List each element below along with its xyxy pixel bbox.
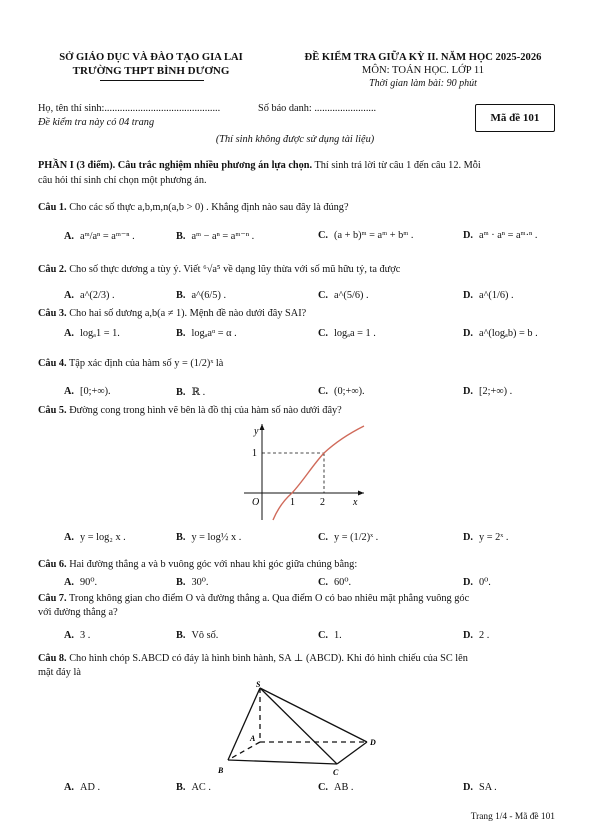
q5-option-c: C. y = (1/2)ˣ .: [318, 532, 379, 543]
q8-option-d: D. SA .: [463, 782, 497, 793]
edge-AB: [228, 742, 260, 760]
edge-SB: [228, 688, 260, 760]
y-label: y: [254, 426, 259, 437]
exam-time: Thời gian làm bài: 90 phút: [369, 78, 477, 89]
q2-option-d: D. a^(1/6) .: [463, 290, 514, 301]
part1-intro-text: Thí sinh trả lời từ câu 1 đến câu 12. Mỗi: [312, 160, 481, 171]
exam-title: ĐỀ KIỂM TRA GIỮA KỲ II. NĂM HỌC 2025-2026: [304, 52, 542, 63]
q7-option-b: B. Vô số.: [176, 630, 219, 641]
part1-intro: [38, 160, 481, 171]
x-tick-1: 1: [290, 497, 295, 508]
question-6-number: Câu 6.: [38, 559, 67, 570]
question-2: [38, 264, 400, 275]
origin-label: O: [252, 497, 260, 508]
question-7-stem: Trong không gian cho điểm O và đường thẳng a. Qua điểm O có bao nhiêu mặt phẳng vuông góc: [69, 593, 470, 604]
question-7: [38, 593, 469, 604]
question-7-number: Câu 7.: [38, 593, 67, 604]
part1-title: PHẦN I (3 điểm). Câu trắc nghiệm nhiều phương án lựa chọn.: [38, 160, 313, 171]
question-4: [38, 358, 223, 369]
q7-option-c: C. 1.: [318, 630, 342, 641]
part1-intro-line2: câu hỏi thí sinh chỉ chọn một phương án.: [38, 175, 207, 186]
vertex-D-label: D: [370, 738, 376, 747]
department-name: SỞ GIÁO DỤC VÀ ĐÀO TẠO GIA LAI: [59, 52, 243, 63]
vertex-S-label: S: [256, 680, 261, 689]
question-4-stem: Tập xác định của hàm số y = (1/2)ˣ là: [69, 358, 224, 369]
log-curve: [273, 426, 364, 520]
vertex-A-label: A: [250, 734, 256, 743]
question-7-stem-line2: với đường thẳng a?: [38, 607, 118, 618]
question-2-stem: Cho số thực dương a tùy ý. Viết ⁶√a⁵ về dạng lũy thừa với số mũ hữu tỷ, ta được: [69, 264, 401, 275]
x-axis-arrow: [358, 491, 364, 496]
question-5-stem: Đường cong trong hình vẽ bên là đồ thị của hàm số nào dưới đây?: [69, 405, 342, 416]
question-3: [38, 308, 306, 319]
q3-option-d: D. a^(logₐb) = b .: [463, 328, 538, 339]
question-3-stem: Cho hai số dương a,b(a ≠ 1). Mệnh đề nào dưới đây SAI?: [69, 308, 307, 319]
edge-BC: [228, 760, 337, 764]
q5-option-b: B. y = log½ x .: [176, 532, 242, 543]
x-tick-2: 2: [320, 497, 325, 508]
q4-option-d: D. [2;+∞) .: [463, 386, 513, 397]
question-8: [38, 652, 468, 664]
question-3-number: Câu 3.: [38, 308, 67, 319]
q1-option-d: D. aᵐ · aⁿ = aᵐ·ⁿ .: [463, 230, 538, 241]
q2-option-c: C. a^(5/6) .: [318, 290, 369, 301]
edge-SC: [260, 688, 337, 764]
edge-CD: [337, 742, 367, 764]
pages-note: Đề kiểm tra này có 04 trang: [38, 117, 155, 128]
q7-option-d: D. 2 .: [463, 630, 490, 641]
q6-option-c: C. 60⁰.: [318, 577, 352, 588]
q6-option-d: D. 0⁰.: [463, 577, 491, 588]
q8-option-c: C. AB .: [318, 782, 354, 793]
q1-option-a: A. aᵐ/aⁿ = aᵐ⁻ⁿ .: [64, 231, 135, 242]
q3-option-c: C. logₐa = 1 .: [318, 328, 376, 339]
q4-option-a: A. [0;+∞).: [64, 386, 111, 397]
q3-option-b: B. logₐaᵅ = α .: [176, 328, 237, 339]
question-8-stem-line2: mặt đáy là: [38, 667, 81, 678]
question-5-number: Câu 5.: [38, 405, 67, 416]
q7-option-a: A. 3 .: [64, 630, 91, 641]
q1-option-c: C. (a + b)ᵐ = aᵐ + bᵐ .: [318, 230, 414, 241]
q6-option-b: B. 30⁰.: [176, 577, 209, 588]
pyramid-figure: [212, 680, 382, 780]
x-label: x: [353, 497, 358, 508]
q2-option-b: B. a^(6/5) .: [176, 290, 227, 301]
question-6-stem: Hai đường thẳng a và b vuông góc với nhau khi góc giữa chúng bằng:: [69, 559, 358, 570]
question-4-number: Câu 4.: [38, 358, 67, 369]
question-5: [38, 405, 342, 416]
q5-option-d: D. y = 2ˣ .: [463, 532, 509, 543]
question-2-number: Câu 2.: [38, 264, 67, 275]
no-documents-note: (Thí sinh không được sử dụng tài liệu): [215, 134, 375, 145]
student-name-field: Họ, tên thí sinh:.............................................: [38, 103, 221, 114]
exam-code-box: Mã đề 101: [475, 104, 555, 132]
question-8-stem: Cho hình chóp S.ABCD có đáy là hình bình hành, SA ⊥ (ABCD). Khi đó hình chiếu của SC lên: [69, 653, 468, 664]
q4-option-c: C. (0;+∞).: [318, 386, 365, 397]
q8-option-b: B. AC .: [176, 782, 211, 793]
q1-option-b: B. aᵐ − aⁿ = aᵐ⁻ⁿ .: [176, 231, 255, 242]
edge-SD: [260, 688, 367, 742]
page-footer: Trang 1/4 - Mã đề 101: [470, 812, 555, 822]
question-1-stem: Cho các số thực a,b,m,n(a,b > 0) . Khẳng định nào sau đây là đúng?: [69, 202, 349, 213]
log-graph-figure: [240, 420, 370, 522]
student-id-field: Số báo danh: ........................: [258, 103, 377, 114]
question-8-number: Câu 8.: [38, 653, 67, 664]
q8-option-a: A. AD .: [64, 782, 101, 793]
q5-option-a: A. y = log₂ x .: [64, 532, 126, 543]
y-axis-arrow: [260, 424, 265, 430]
q3-option-a: A. logₐ1 = 1.: [64, 328, 120, 339]
school-name: TRƯỜNG THPT BÌNH DƯƠNG: [72, 65, 230, 77]
vertex-B-label: B: [218, 766, 224, 775]
y-tick-1: 1: [252, 448, 257, 459]
q6-option-a: A. 90⁰.: [64, 577, 98, 588]
q4-option-b: B. ℝ .: [176, 387, 206, 398]
q2-option-a: A. a^(2/3) .: [64, 290, 115, 301]
vertex-C-label: C: [333, 768, 339, 777]
question-1: [38, 202, 349, 213]
header-divider: [100, 80, 204, 81]
question-1-number: Câu 1.: [38, 202, 67, 213]
subject-line: MÔN: TOÁN HỌC. LỚP 11: [361, 65, 485, 76]
question-6: [38, 559, 357, 570]
